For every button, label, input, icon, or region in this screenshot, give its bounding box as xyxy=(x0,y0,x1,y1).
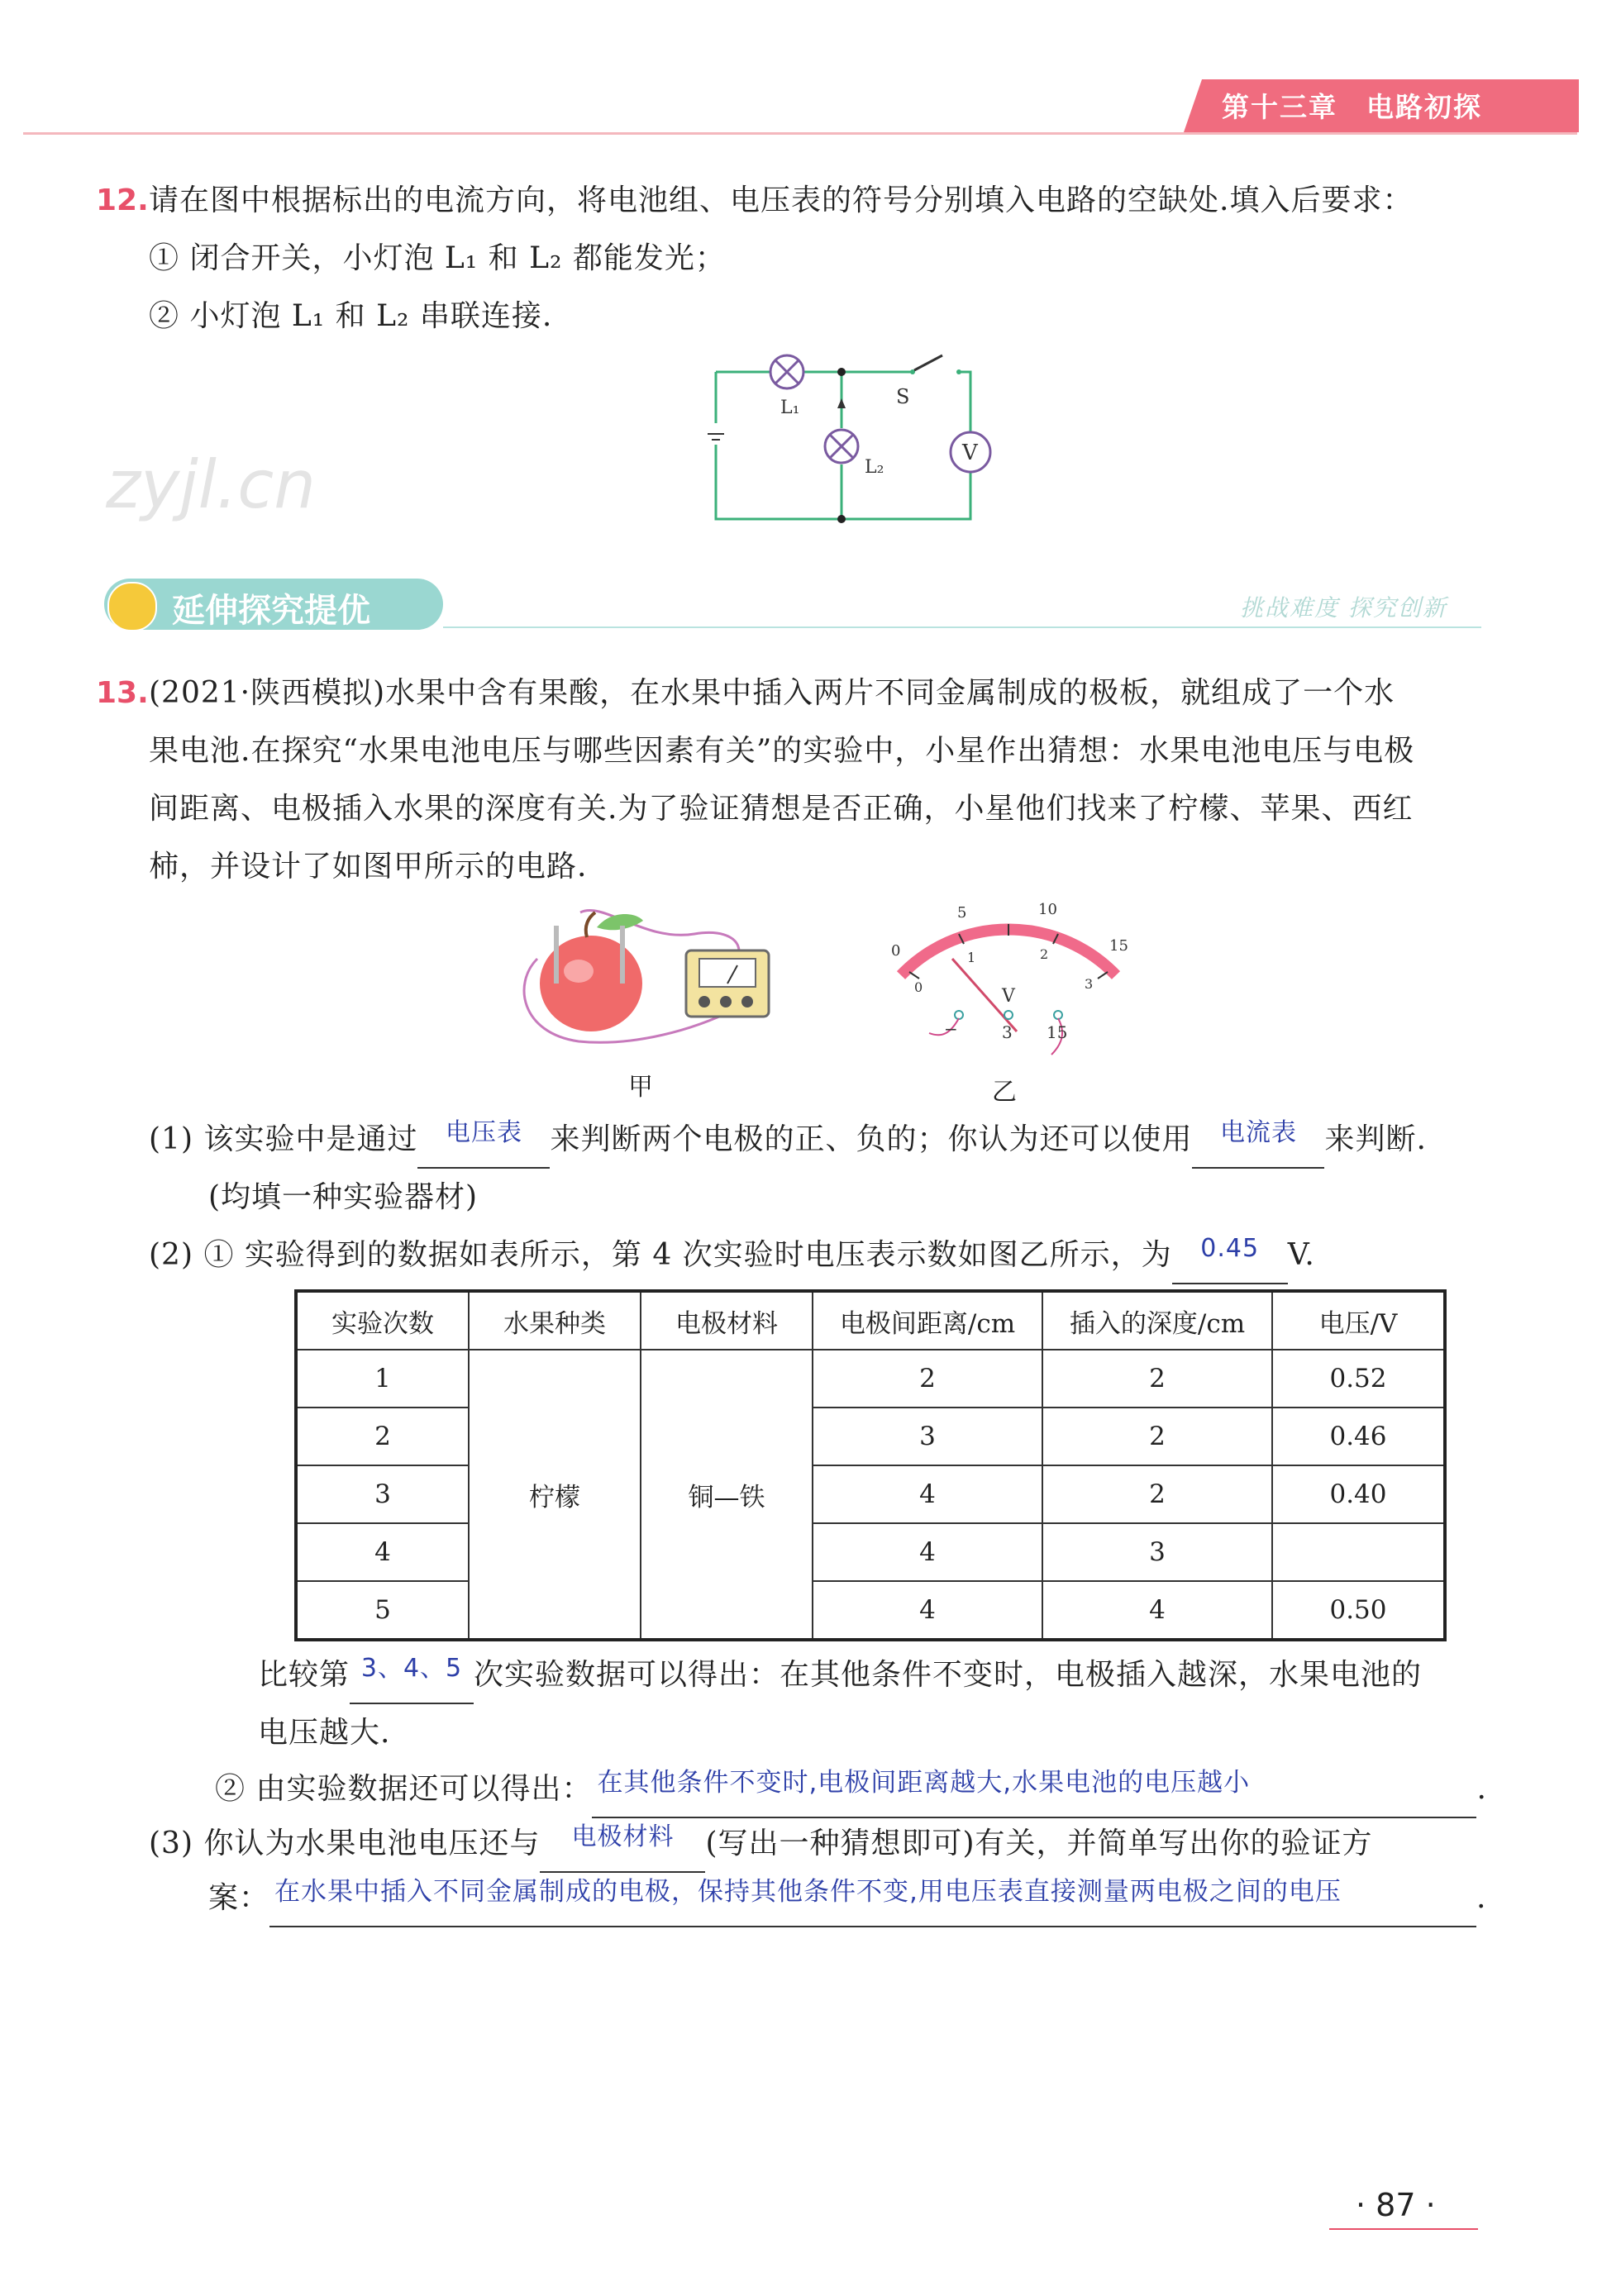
chapter-title: 第十三章 电路初探 xyxy=(1222,91,1482,123)
q13-line3: 间距离、电极插入水果的深度有关.为了验证猜想是否正确，小星他们找来了柠檬、苹果、西红 xyxy=(149,792,1414,826)
dial-top-15: 15 xyxy=(1109,937,1128,955)
q13-part3-cont: 案： 在水果中插入不同金属制成的电极，保持其他条件不变,用电压表直接测量两电极之间的电压 . xyxy=(208,1870,1486,1927)
q13-compare-cont: 电压越大. xyxy=(258,1716,391,1750)
label-l1: L₁ xyxy=(780,398,800,418)
q12-line3: ② 小灯泡 L₁ 和 L₂ 串联连接. xyxy=(149,299,553,333)
q12-line1: 请在图中根据标出的电流方向，将电池组、电压表的符号分别填入电路的空缺处.填入后要求： xyxy=(149,183,1414,217)
dial-top-10: 10 xyxy=(1038,901,1057,918)
table-row: 2 3 2 0.46 xyxy=(296,1408,1445,1465)
dial-bottom-3: 3 xyxy=(1085,976,1094,992)
section-icon xyxy=(107,582,157,631)
watermark: zyjl.cn xyxy=(106,446,316,523)
voltmeter-device-icon xyxy=(686,950,769,1017)
q12-line2: ① 闭合开关，小灯泡 L₁ 和 L₂ 都能发光； xyxy=(149,241,726,275)
answer-blank-7: 在水果中插入不同金属制成的电极，保持其他条件不变,用电压表直接测量两电极之间的电压 xyxy=(269,1889,1476,1927)
label-s: S xyxy=(896,385,910,408)
table-row: 1 柠檬 铜—铁 2 2 0.52 xyxy=(296,1350,1445,1408)
current-arrow-icon xyxy=(837,398,846,408)
answer-blank-4: 3、4、5 xyxy=(350,1666,474,1704)
page-number: · 87 · xyxy=(1356,2187,1436,2223)
th-trial: 实验次数 xyxy=(296,1291,469,1350)
th-voltage: 电压/V xyxy=(1272,1291,1445,1350)
figure-meter-dial xyxy=(876,893,1141,1058)
dial-top-5: 5 xyxy=(957,904,967,922)
switch-icon xyxy=(910,355,961,374)
section-title: 延伸探究提优 xyxy=(172,592,370,630)
cell-material: 铜—铁 xyxy=(641,1350,813,1640)
terminal-3: 3 xyxy=(1002,1022,1013,1042)
figure-jia-label: 甲 xyxy=(628,1073,653,1102)
page-number-rule xyxy=(1329,2228,1478,2230)
terminal-15: 15 xyxy=(1047,1022,1068,1042)
table-row: 4 4 3 xyxy=(296,1523,1445,1581)
dial-symbol: V xyxy=(1002,986,1015,1007)
answer-blank-6: 电极材料 xyxy=(540,1835,705,1873)
answer-blank-5: 在其他条件不变时,电极间距离越大,水果电池的电压越小 xyxy=(592,1780,1476,1818)
q13-line1: (2021·陕西模拟)水果中含有果酸，在水果中插入两片不同金属制成的极板，就组成了一个水 xyxy=(149,676,1395,710)
dial-bottom-2: 2 xyxy=(1040,946,1049,962)
th-material: 电极材料 xyxy=(641,1291,813,1350)
th-fruit: 水果种类 xyxy=(469,1291,641,1350)
table-header-row xyxy=(296,1291,1445,1350)
figure-apple-circuit xyxy=(504,893,785,1058)
q12-number: 12. xyxy=(96,183,149,217)
th-depth: 插入的深度/cm xyxy=(1042,1291,1272,1350)
q13-part2: (2) ① 实验得到的数据如表所示，第 4 次实验时电压表示数如图乙所示，为 0.45 V. xyxy=(149,1227,1315,1284)
q13-number: 13. xyxy=(96,676,149,710)
cell-fruit: 柠檬 xyxy=(469,1350,641,1640)
dial-top-0: 0 xyxy=(891,942,901,960)
q13-line2: 果电池.在探究“水果电池电压与哪些因素有关”的实验中，小星作出猜想：水果电池电压与电极 xyxy=(149,734,1415,768)
figure-yi-label: 乙 xyxy=(992,1078,1017,1107)
table-row: 5 4 4 0.50 xyxy=(296,1581,1445,1640)
q13-part1-note: (均填一种实验器材) xyxy=(208,1180,479,1214)
header-rule xyxy=(23,132,1577,135)
lamp-l2-icon xyxy=(825,430,858,463)
th-distance: 电极间距离/cm xyxy=(813,1291,1042,1350)
q13-part2-2: ② 由实验数据还可以得出： 在其他条件不变时,电极间距离越大,水果电池的电压越小 . xyxy=(215,1760,1487,1818)
dial-bottom-1: 1 xyxy=(967,950,976,965)
label-v: V xyxy=(962,441,978,465)
label-l2: L₂ xyxy=(865,457,884,478)
answer-blank-3: 0.45 xyxy=(1172,1246,1288,1284)
lamp-l1-icon xyxy=(770,355,803,388)
dial-bottom-0: 0 xyxy=(914,979,923,995)
section-rule xyxy=(443,626,1481,628)
q13-line4: 柿，并设计了如图甲所示的电路. xyxy=(149,850,588,884)
q13-part1: (1) 该实验中是通过 电压表 来判断两个电极的正、负的；你认为还可以使用 电流表 来判断. xyxy=(149,1111,1427,1169)
table-row: 3 4 2 0.40 xyxy=(296,1465,1445,1523)
answer-blank-1: 电压表 xyxy=(417,1131,550,1169)
q13-compare: 比较第 3、4、5 次实验数据可以得出：在其他条件不变时，电极插入越深，水果电池的 xyxy=(258,1646,1422,1704)
terminal-minus: − xyxy=(944,1019,958,1039)
section-subtitle: 挑战难度 探究创新 xyxy=(1240,594,1447,622)
q13-part3: (3) 你认为水果电池电压还与 电极材料 (写出一种猜想即可)有关，并简单写出你的验证方 xyxy=(149,1815,1373,1873)
circuit-diagram xyxy=(703,347,1017,537)
data-table xyxy=(294,1289,1447,1641)
answer-blank-2: 电流表 xyxy=(1192,1131,1324,1169)
